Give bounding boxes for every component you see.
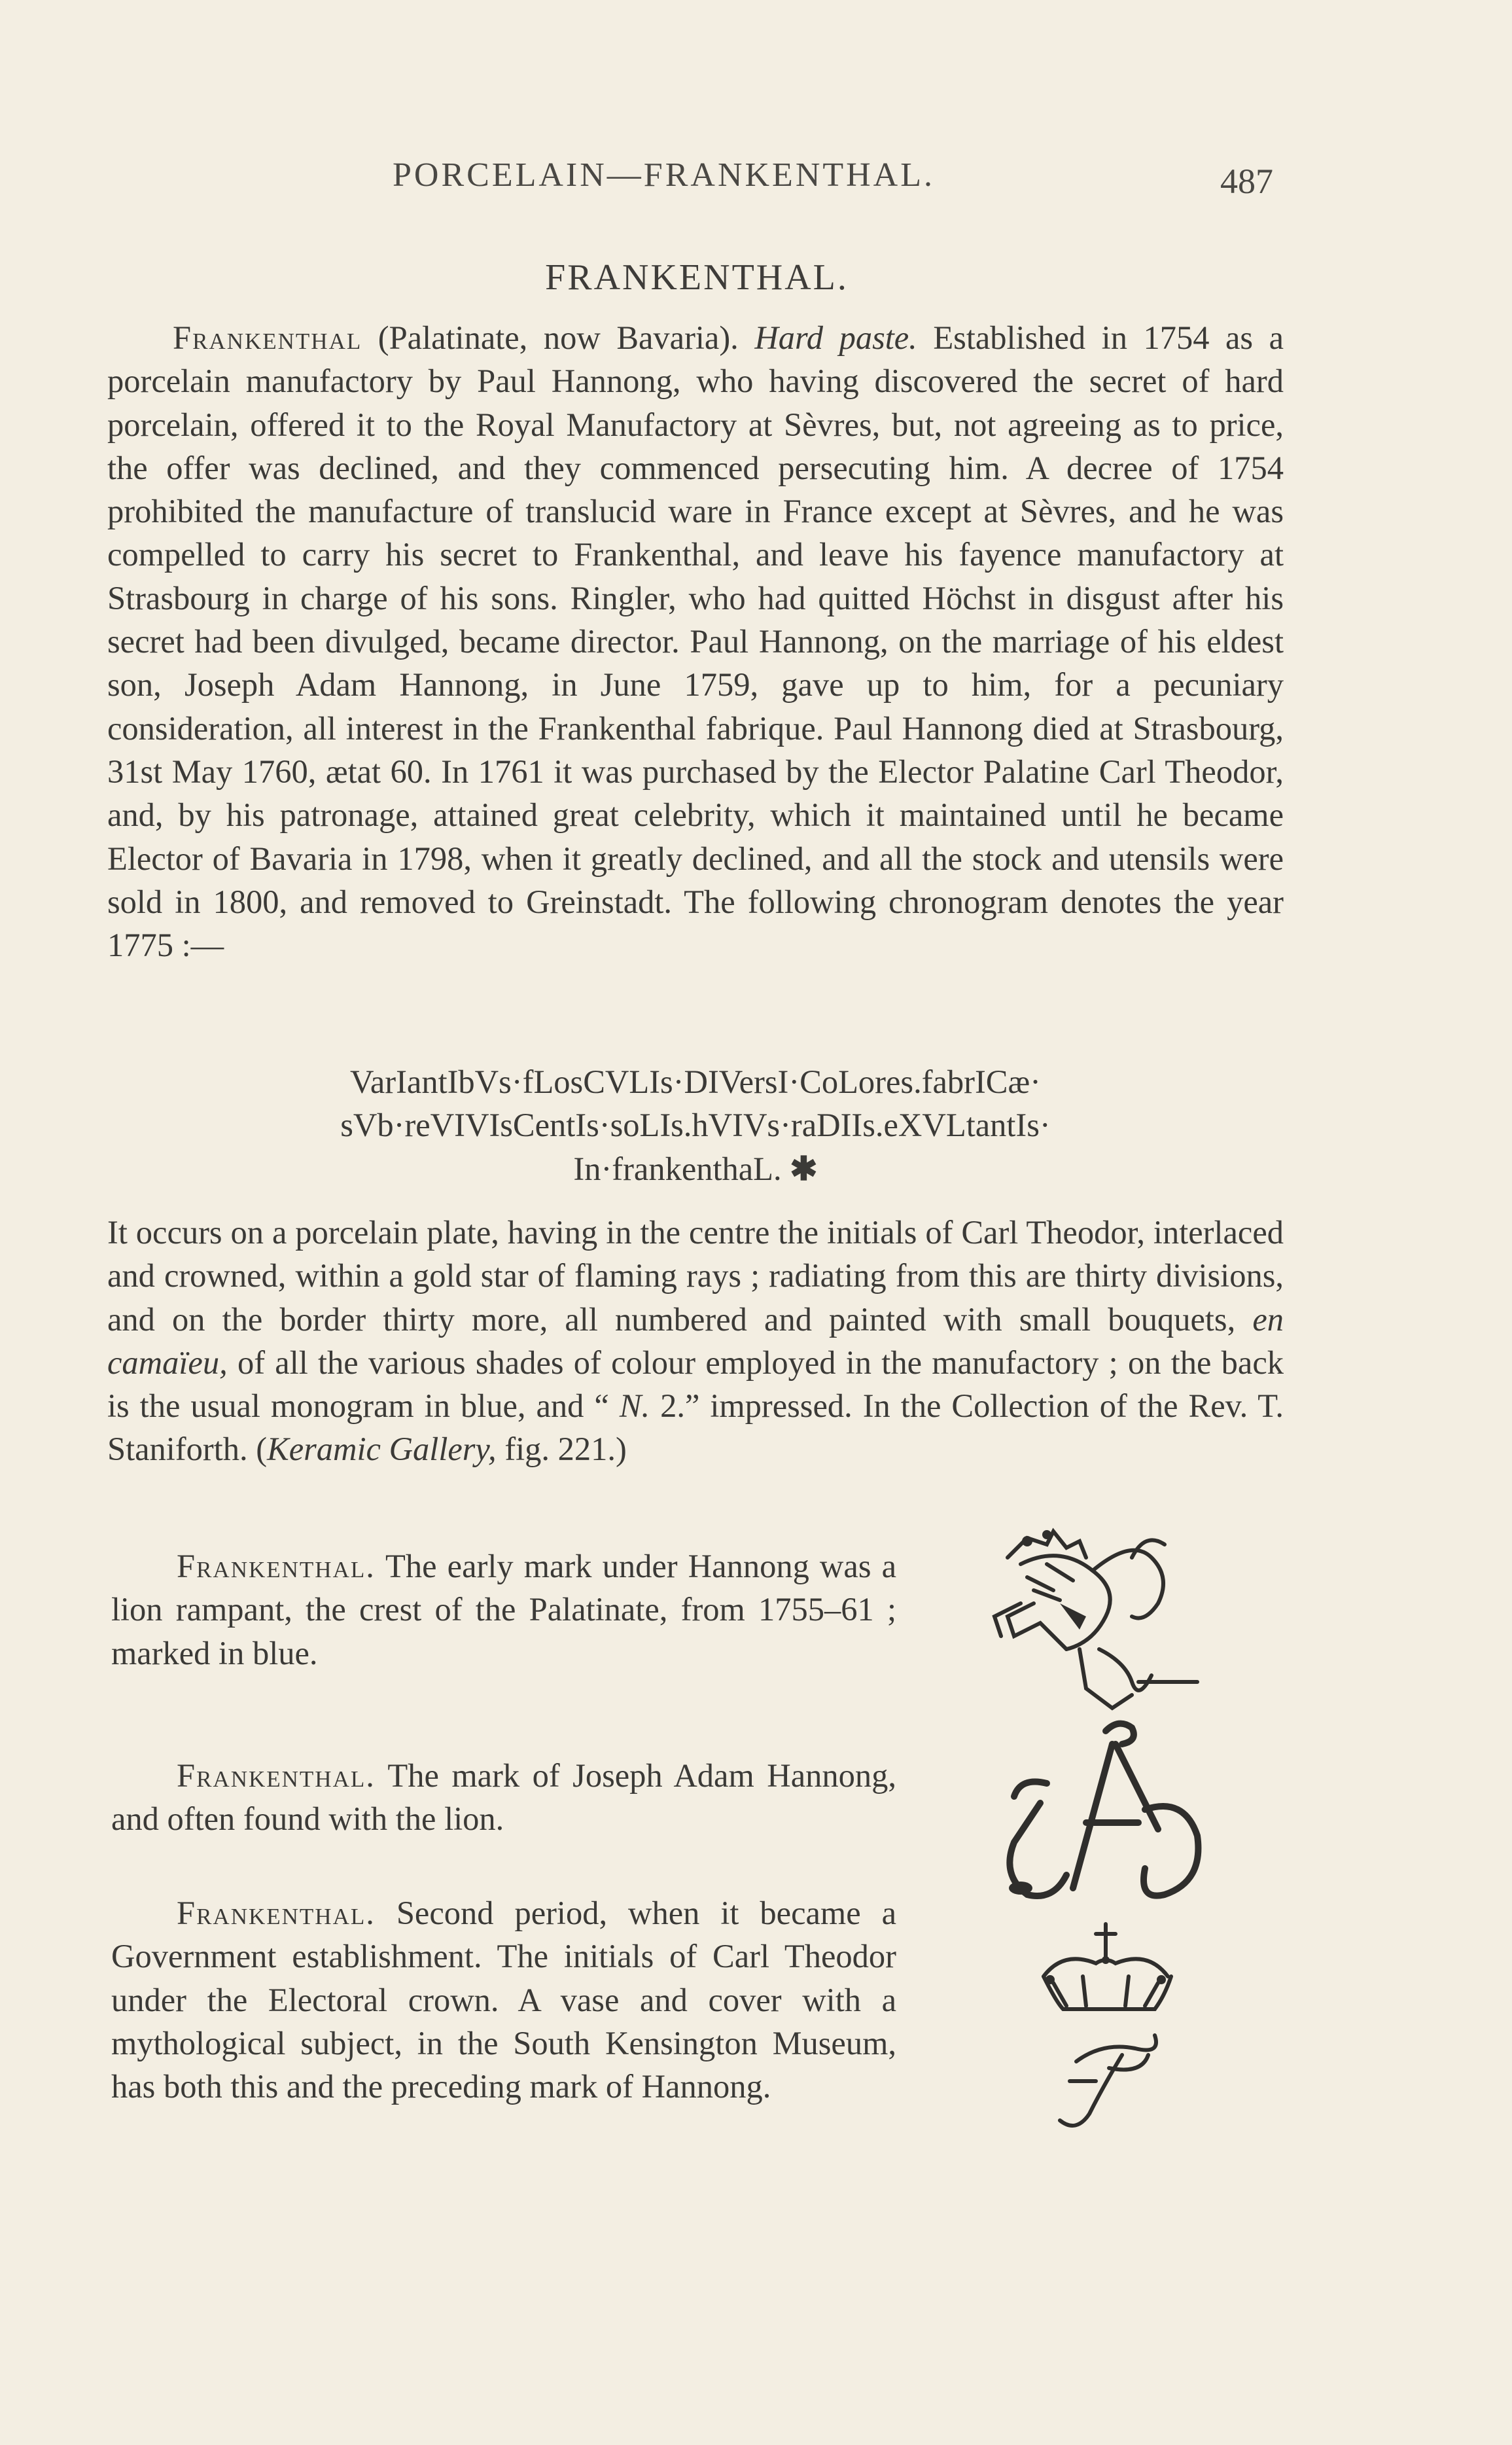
page-number: 487 bbox=[1220, 162, 1273, 201]
lead-term: Frankenthal. bbox=[177, 1548, 376, 1584]
mark-entry bbox=[111, 1754, 896, 1841]
italic-term: N. bbox=[619, 1387, 650, 1425]
text-segment: (Palatinate, now Bavaria). bbox=[362, 319, 755, 356]
italic-term: Keramic Gallery, bbox=[267, 1431, 497, 1468]
mark-description: Second period, when it became a Government establishment. The initials of Carl Theodor under the Electoral crown. A vase and cover with a mythological subject, in the South Kensington Museum, has both this and the preceding mark of Hannong. bbox=[111, 1895, 896, 2105]
text-segment: Established in 1754 as a porcelain manufactory by Paul Hannong, who having discovered the secret of hard porcelain, offered it to the Royal Manufactory at Sèvres, but, not agreeing as to price, the offer was declined, and they commenced persecuting him. A decree of 1754 prohibited the manufacture of translucid ware in France except at Sèvres, and he was compelled to carry his secret to Frankenthal, and leave his fayence manufactory at Strasbourg in charge of his sons. Ringler, who had quitted Höchst in disgust after his secret had been divulged, became director. Paul Hannong, on the marriage of his eldest son, Joseph Adam Hannong, in June 1759, gave up to him, for a pecuniary consideration, all interest in the Frankenthal fabrique. Paul Hannong died at Strasbourg, 31st May 1760, ætat 60. In 1761 it was purchased by the Elector Palatine Carl Theodor, and, by his patronage, attained great celebrity, which it maintained until he became Elector of Bavaria in 1798, when it greatly declined, and all the stock and utensils were sold in 1800, and removed to Greinstadt. The following chronogram denotes the year 1775 :— bbox=[107, 319, 1284, 964]
chronogram bbox=[107, 1060, 1284, 1190]
text-segment: 2.” impressed. In the Collection of the Rev. T. Staniforth. ( bbox=[107, 1387, 1284, 1468]
text-segment: fig. 221.) bbox=[496, 1431, 627, 1468]
mark-description: The early mark under Hannong was a lion rampant, the crest of the Palatinate, from 1755–61 ; marked in blue. bbox=[111, 1548, 896, 1671]
running-title: PORCELAIN—FRANKENTHAL. bbox=[393, 156, 935, 194]
lead-term: Frankenthal. bbox=[177, 1895, 376, 1931]
lion-rampant-mark-icon bbox=[981, 1518, 1217, 1715]
chronogram-line: sVb·reVIVIsCentIs·soLIs.hVIVs·raDIIs.eXVLtantIs· bbox=[340, 1107, 1051, 1144]
italic-term: Hard paste. bbox=[754, 319, 917, 356]
page-header bbox=[0, 156, 1512, 202]
crowned-ct-monogram-icon bbox=[1024, 1918, 1187, 2140]
chronogram-line: VarIantIbVs·fLosCVLIs·DIVersI·CoLores.fabrICæ· bbox=[350, 1063, 1041, 1100]
lead-term: Frankenthal bbox=[173, 319, 362, 356]
main-paragraph bbox=[107, 316, 1284, 967]
chronogram-line: In·frankenthaL. bbox=[573, 1150, 782, 1187]
asterisk-ornament-icon: ✱ bbox=[790, 1150, 818, 1187]
section-title: FRANKENTHAL. bbox=[545, 257, 849, 298]
text-segment: of all the various shades of colour employed in the manufactory ; on the back is the usual monogram in blue, and “ bbox=[107, 1344, 1284, 1425]
text-segment: It occurs on a porcelain plate, having in the centre the initials of Carl Theodor, interlaced and crowned, within a gold star of flaming rays ; radiating from this are thirty divisions, and on the border thirty more, all numbered and painted with small bouquets, bbox=[107, 1214, 1284, 1338]
mark-entry bbox=[111, 1544, 896, 1675]
italic-term: en camaïeu, bbox=[107, 1300, 1284, 1381]
mark-description: The mark of Joseph Adam Hannong, and often found with the lion. bbox=[111, 1757, 896, 1838]
mark-entry bbox=[111, 1891, 896, 2108]
jah-monogram-icon bbox=[975, 1711, 1210, 1908]
lead-term: Frankenthal. bbox=[177, 1757, 376, 1794]
description-paragraph bbox=[107, 1211, 1284, 1471]
